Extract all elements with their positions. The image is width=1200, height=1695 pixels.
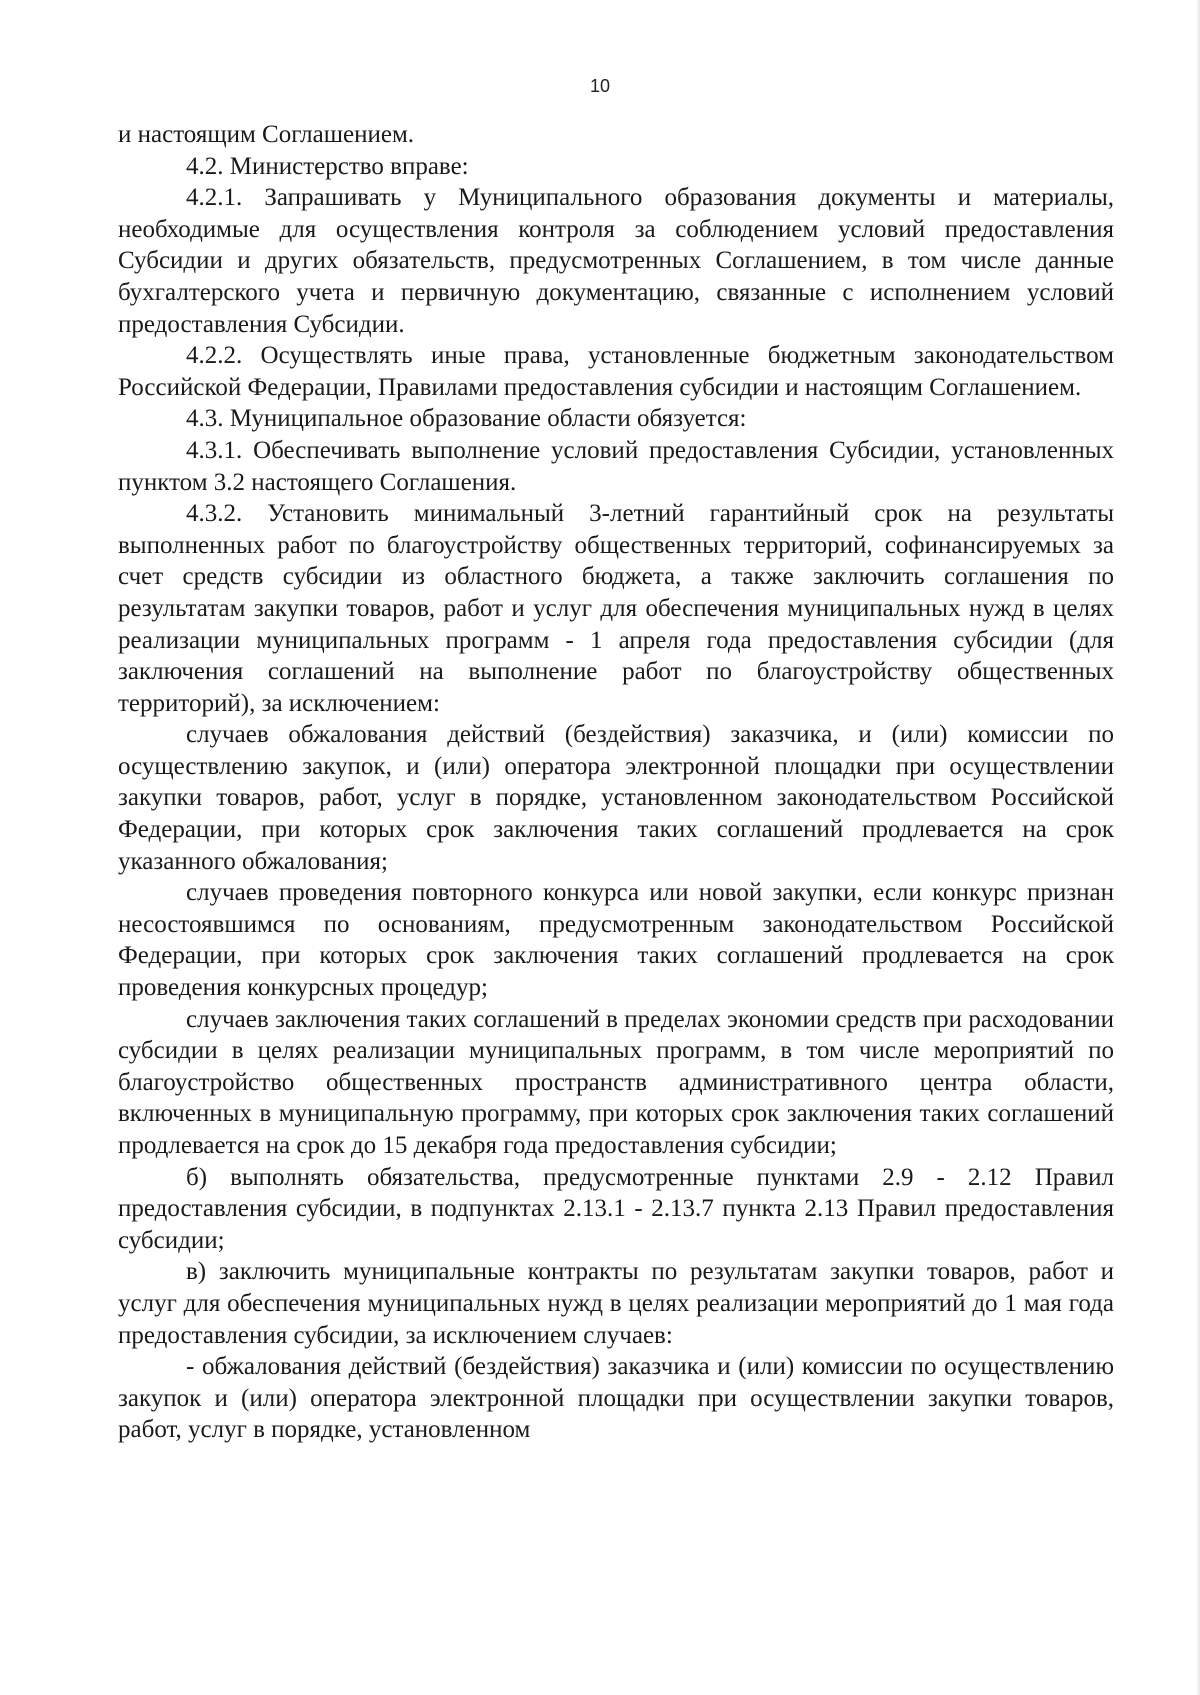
paragraph-item-v: в) заключить муниципальные контракты по результатам закупки товаров, работ и услуг для обеспечения муниципальных нужд в целях реализации мероприятий до 1 мая года предоставления субсидии, за исключением случаев: (118, 1258, 1114, 1349)
paragraph-4-3-2: 4.3.2. Установить минимальный 3-летний гарантийный срок на результаты выполненных работ по благоустройству общественных территорий, софинансируемых за счет средств субсидии из областного бюджета, а также заключить соглашения по результатам закупки товаров, работ и услуг для обеспечения муниципальных нужд в целях реализации муниципальных программ - 1 апреля года предоставления субсидии (для заключения соглашений на выполнение работ по благоустройству общественных территорий), за исключением: (118, 500, 1114, 717)
paragraph-4-3: 4.3. Муниципальное образование области обязуется: (186, 405, 747, 433)
paragraph-4-3-1: 4.3.1. Обеспечивать выполнение условий предоставления Субсидии, установленных пунктом 3.2 настоящего Соглашения. (118, 436, 1114, 496)
paragraph-exception-appeal: случаев обжалования действий (бездействия) заказчика, и (или) комиссии по осуществлению закупок, и (или) оператора электронной площадки при осуществлении закупки товаров, работ, услуг в порядке, установленном законодательством Российской Федерации, при которых срок заключения таких соглашений продлевается на срок указанного обжалования; (118, 721, 1114, 875)
paragraph-exception-repeat-tender: случаев проведения повторного конкурса или новой закупки, если конкурс признан несостоявшимся по основаниям, предусмотренным законодательством Российской Федерации, при которых срок заключения таких соглашений продлевается на срок проведения конкурсных процедур; (118, 879, 1114, 1002)
paragraph-exception-savings: случаев заключения таких соглашений в пределах экономии средств при расходовании субсидии в целях реализации муниципальных программ, в том числе мероприятий по благоустройство общественных пространств административного центра области, включенных в муниципальную программу, при которых срок заключения таких соглашений продлевается на срок до 15 декабря года предоставления субсидии; (118, 1005, 1114, 1159)
paragraph-item-appeal-dash: - обжалования действий (бездействия) заказчика и (или) комиссии по осуществлению закупок и (или) оператора электронной площадки при осуществлении закупки товаров, работ, услуг в порядке, установленном (118, 1353, 1114, 1444)
paragraph-4-2-1: 4.2.1. Запрашивать у Муниципального образования документы и материалы, необходимые для осуществления контроля за соблюдением условий предоставления Субсидии и других обязательств, предусмотренных Соглашением, в том числе данные бухгалтерского учета и первичную документацию, связанные с исполнением условий предоставления Субсидии. (118, 184, 1114, 338)
scan-edge (1196, 0, 1200, 1695)
document-body (118, 119, 1114, 1446)
paragraph-4-2: 4.2. Министерство вправе: (186, 152, 469, 180)
page-number: 10 (589, 76, 611, 96)
paragraph-continuation: и настоящим Соглашением. (118, 121, 415, 148)
paragraph-4-2-2: 4.2.2. Осуществлять иные права, установленные бюджетным законодательством Российской Федерации, Правилами предоставления субсидии и настоящим Соглашением. (118, 342, 1114, 401)
paragraph-item-b: б) выполнять обязательства, предусмотренные пунктами 2.9 - 2.12 Правил предоставления субсидии, в подпунктах 2.13.1 - 2.13.7 пункта 2.13 Правил предоставления субсидии; (118, 1163, 1114, 1254)
